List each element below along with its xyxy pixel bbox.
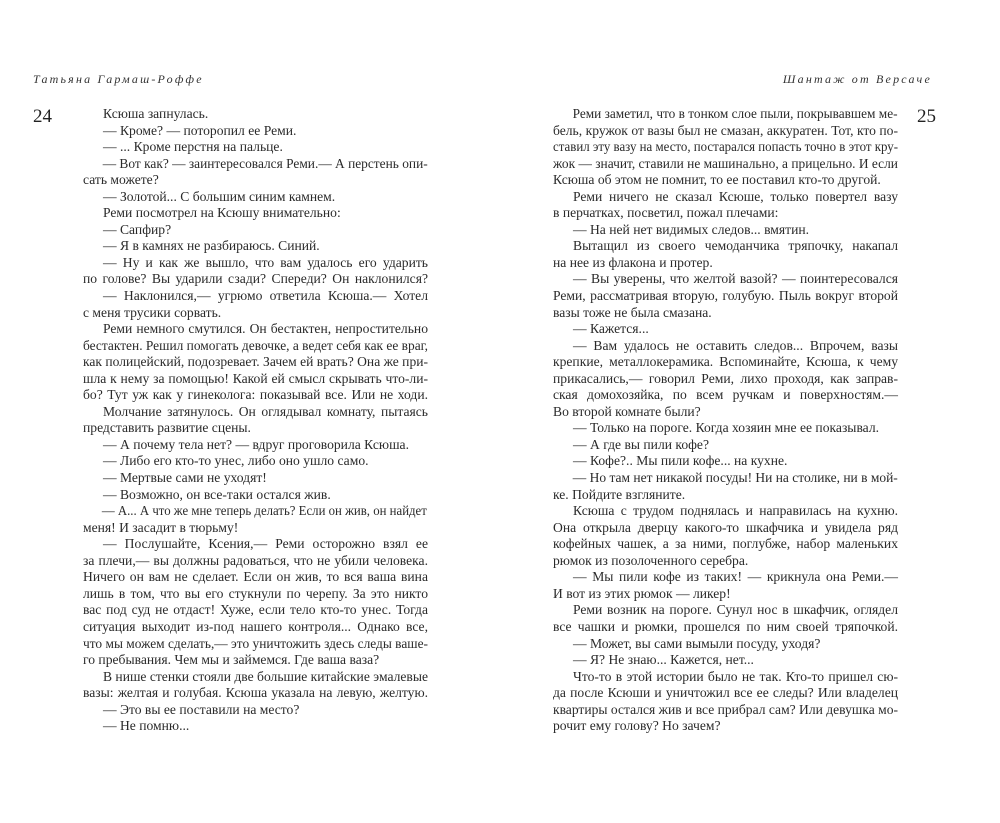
text-line: с меня трусики сорвать. xyxy=(83,304,222,320)
text-line: — Это вы ее поставили на место? xyxy=(103,701,300,717)
text-line: ставил эту вазу на место, постарался попасть точно в этот кру- xyxy=(553,139,899,155)
text-line: Реми немного смутился. Он бестактен, непростительно xyxy=(103,321,428,337)
text-line: на нее из флакона и протер. xyxy=(553,254,713,270)
text-line: рочит ему голову? Но зачем? xyxy=(553,718,721,734)
text-line: Реми заметил, что в тонком слое пыли, покрывавшем ме- xyxy=(572,106,898,121)
text-line: Реми возник на пороге. Сунул нос в шкафчик, оглядел xyxy=(573,602,898,618)
text-line: да после Ксюши и уничтожил все ее следы? Или владелец xyxy=(553,685,898,701)
text-line: — Кофе?.. Мы пили кофе... на кухне. xyxy=(573,453,788,469)
text-line: Ксюша об этом не помнит, то ее поставил кто-то другой. xyxy=(553,172,881,188)
running-head-title: Шантаж от Версаче xyxy=(782,72,932,86)
text-line: по голове? Вы ударили сзади? Спереди? Он наклонился? xyxy=(83,271,428,287)
text-line: — ... Кроме перстня на пальце. xyxy=(103,139,283,155)
text-line: — Сапфир? xyxy=(103,221,172,237)
text-line: — Либо его кто-то унес, либо оно ушло само. xyxy=(103,453,369,469)
text-line: — Мы пили кофе из таких! — крикнула она Реми.— xyxy=(573,569,898,585)
text-line: — Золотой... С большим синим камнем. xyxy=(103,188,336,204)
text-line: Ксюша с трудом поднялась и направилась на кухню. xyxy=(573,503,898,519)
text-line: Реми ничего не сказал Ксюше, только повертел вазу xyxy=(573,188,898,204)
text-line: квартиры остался жив и все прибрал сам? Или девушка мо- xyxy=(553,701,899,717)
text-line: — Может, вы сами вымыли посуду, уходя? xyxy=(573,635,821,651)
text-line: вазы: желтая и голубая. Ксюша указала на левую, желтую. xyxy=(83,685,428,701)
text-line: бо? Тут уж как у гинеколога: показывай все. Или не ходи. xyxy=(83,387,428,403)
text-line: — Вам удалось не оставить следов... Впрочем, вазы xyxy=(573,337,898,353)
text-line: прикасались,— говорил Реми, лихо проходя, как заправ- xyxy=(553,370,898,386)
text-line: — Только на пороге. Когда хозяин мне ее показывал. xyxy=(573,420,880,436)
text-line: — А почему тела нет? — вдруг проговорила Ксюша. xyxy=(103,436,409,452)
text-line: — Ну и как же вышло, что вам удалось его ударить xyxy=(103,254,428,270)
text-line: — Вы уверены, что желтой вазой? — поинтересовался xyxy=(573,271,898,287)
right-page-text xyxy=(553,106,898,735)
text-line: — Но там нет никакой посуды! Ни на столике, ни в мой- xyxy=(572,470,898,486)
page-number-left: 24 xyxy=(33,106,52,127)
text-line: — Я в камнях не разбираюсь. Синий. xyxy=(103,238,320,254)
text-line: — На ней нет видимых следов... вмятин. xyxy=(573,221,810,237)
text-line: Молчание затянулось. Он оглядывал комнату, пытаясь xyxy=(103,403,428,419)
text-line: Ничего он вам не сделает. Если он жив, то вся ваша вина xyxy=(83,569,428,585)
text-line: Ксюша запнулась. xyxy=(103,106,209,121)
text-line: В нише стенки стояли две большие китайские эмалевые xyxy=(102,668,428,684)
text-line: — Наклонился,— угрюмо ответила Ксюша.— Хотел xyxy=(103,288,428,304)
text-line: бестактен. Решил помогать девочке, а ведет себя как ее враг, xyxy=(83,337,429,353)
text-line: Реми, рассматривая вторую, голубую. Пыль вокруг второй xyxy=(553,288,898,304)
text-line: — Я? Не знаю... Кажется, нет... xyxy=(573,652,754,668)
text-line: представить развитие сцены. xyxy=(83,420,251,436)
text-line: все чашки и рюмки, прошелся по ним своей тряпочкой. xyxy=(553,618,898,634)
text-line: Вытащил из своего чемоданчика тряпочку, накапал xyxy=(573,238,898,254)
text-line: Реми посмотрел на Ксюшу внимательно: xyxy=(103,205,341,221)
text-line: — Возможно, он все-таки остался жив. xyxy=(103,486,331,502)
text-line: — Послушайте, Ксения,— Реми осторожно взял ее xyxy=(103,536,428,552)
text-line: жок — значит, ставили не машинально, а прицельно. И если xyxy=(553,155,898,171)
text-line: — Не помню... xyxy=(103,718,190,734)
text-line: — А где вы пили кофе? xyxy=(573,436,709,452)
text-line: ситуация выходит из-под нашего контроля... Однако все, xyxy=(83,618,428,634)
text-line: рюмок из позолоченного серебра. xyxy=(553,552,749,568)
text-line: лишь в том, что вы его стукнули по черепу. За это никто xyxy=(83,585,428,601)
text-line: — Вот как? — заинтересовался Реми.— А перстень опи- xyxy=(102,155,428,171)
text-line: меня! И засадит в тюрьму! xyxy=(83,519,239,535)
text-line: Что-то в этой истории было не так. Кто-то пришел сю- xyxy=(573,668,898,684)
text-line: крепкие, металлокерамика. Вспоминайте, Ксюша, к чему xyxy=(553,354,898,370)
text-line: кофейных чашек, а за ними, поглубже, набор маленьких xyxy=(553,536,898,552)
text-line: как полицейский, подозревает. Зачем ей врать? Она же при- xyxy=(83,354,429,370)
text-line: за плечи,— вы должны радоваться, что не убили человека. xyxy=(83,552,428,568)
left-page-text xyxy=(83,106,428,735)
text-line: шла к нему за помощью! Какой ей смысл скрывать что-ли- xyxy=(83,370,428,386)
text-line: что мы можем сделать,— это уничтожить здесь следы ваше- xyxy=(83,635,429,651)
text-line: ке. Пойдите взгляните. xyxy=(553,486,686,502)
text-line: сать можете? xyxy=(83,172,159,188)
text-line: вас под суд не отдаст! Хуже, если тело кто-то унес. Тогда xyxy=(83,602,428,618)
text-line: ская домохозяйка, по всем ручкам и поверхностям.— xyxy=(553,387,898,403)
text-line: — Кажется... xyxy=(573,321,649,337)
text-line: Она открыла дверцу какого-то шкафчика и увидела ряд xyxy=(553,519,898,535)
text-line: — А... А что же мне теперь делать? Если он жив, он найдет xyxy=(101,503,427,519)
text-line: бель, кружок от вазы был не смазан, аккуратен. Тот, кто по- xyxy=(553,122,898,138)
text-line: И вот из этих рюмок — ликер! xyxy=(553,585,731,601)
text-line: — Мертвые сами не уходят! xyxy=(103,470,267,486)
text-line: в перчатках, посветил, пожал плечами: xyxy=(553,205,779,221)
text-line: — Кроме? — поторопил ее Реми. xyxy=(103,122,297,138)
running-head-author: Татьяна Гармаш-Роффе xyxy=(33,72,204,86)
text-line: вазы тоже не была смазана. xyxy=(553,304,712,320)
page-number-right: 25 xyxy=(917,106,936,127)
text-line: го пребывания. Чем мы и займемся. Где ваша ваза? xyxy=(83,652,380,668)
text-line: Во второй комнате были? xyxy=(553,403,701,419)
